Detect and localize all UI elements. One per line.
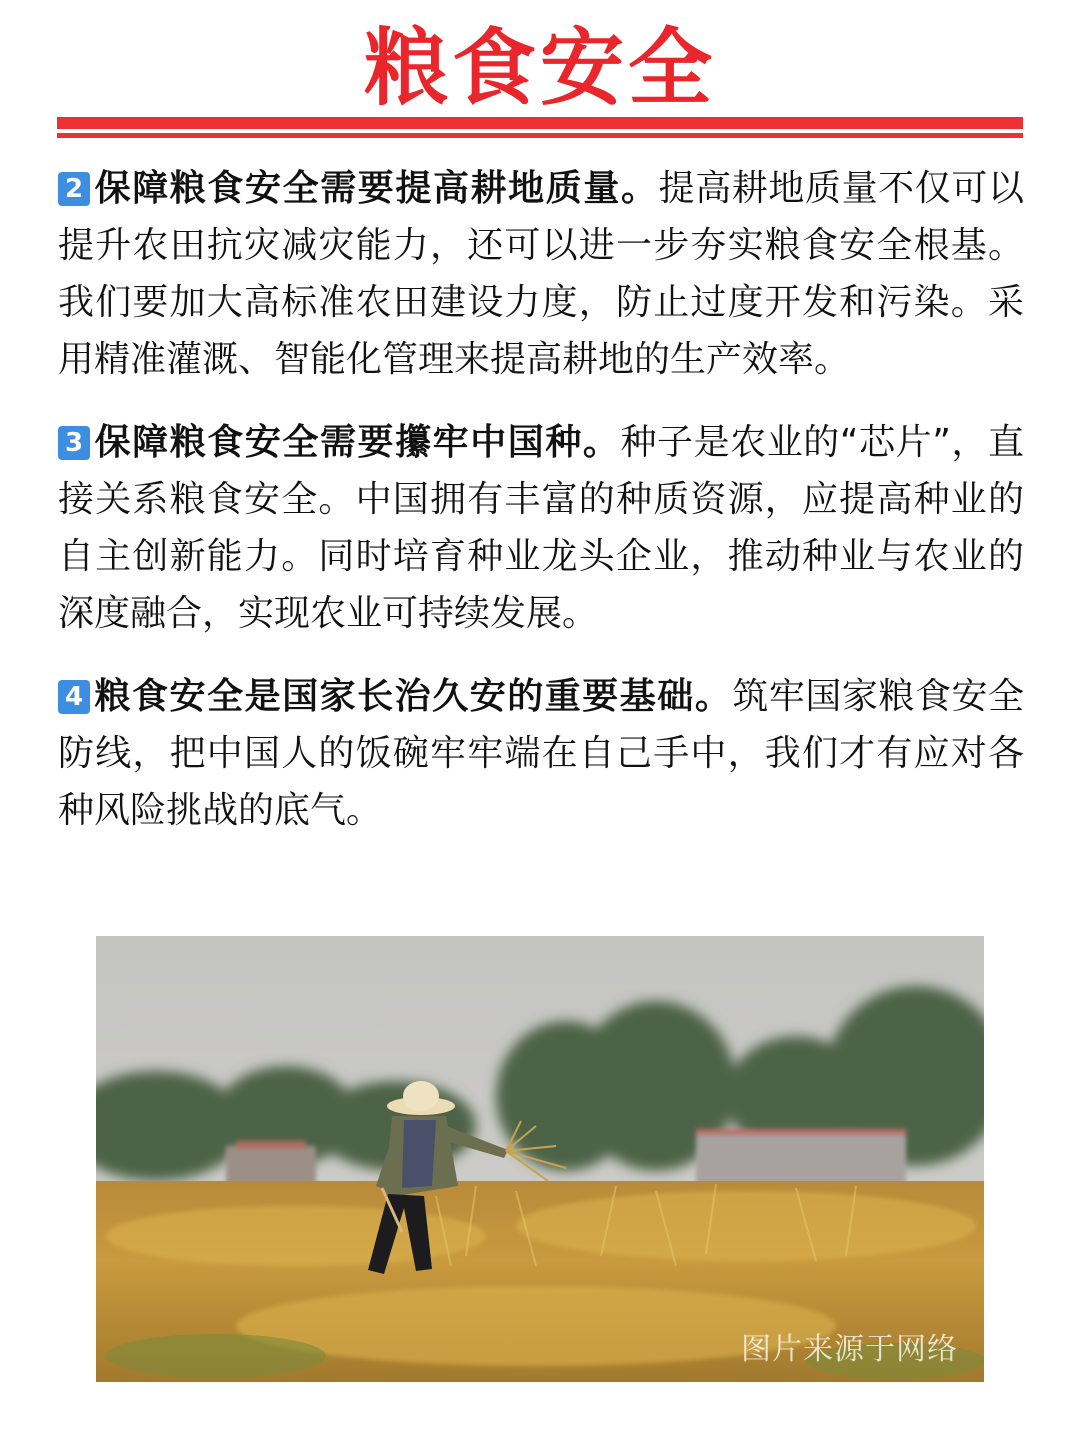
section-4-body: 筑牢国家粮食安全防线，把中国人的饭碗牢牢端在自己手中，我们才有应对各种风险挑战的底气。 <box>58 676 1024 831</box>
section-3 <box>58 414 1024 642</box>
section-4-lead: 粮食安全是国家长治久安的重要基础。 <box>94 676 733 717</box>
section-2 <box>58 160 1024 388</box>
page-title: 粮食安全 <box>363 19 716 117</box>
section-3-body: 种子是农业的“芯片”，直接关系粮食安全。中国拥有丰富的种质资源，应提高种业的自主创新能力。同时培育种业龙头企业，推动种业与农业的深度融合，实现农业可持续发展。 <box>58 422 1024 634</box>
section-4 <box>58 668 1024 839</box>
number-badge-3: 3 <box>58 426 90 460</box>
title-rule-thin <box>57 133 1023 138</box>
section-2-lead: 保障粮食安全需要提高耕地质量。 <box>94 168 659 209</box>
section-3-lead: 保障粮食安全需要攥牢中国种。 <box>94 422 621 463</box>
wheat-field-photo <box>96 936 984 1382</box>
title-rule-thick <box>57 117 1023 129</box>
wheat-field-illustration <box>96 936 984 1382</box>
number-badge-4: 4 <box>58 680 90 714</box>
photo-credit: 图片来源于网络 <box>741 1332 958 1367</box>
section-2-body: 提高耕地质量不仅可以提升农田抗灾减灾能力，还可以进一步夯实粮食安全根基。我们要加大高标准农田建设力度，防止过度开发和污染。采用精准灌溉、智能化管理来提高耕地的生产效率。 <box>58 168 1024 380</box>
number-badge-2: 2 <box>58 172 90 206</box>
